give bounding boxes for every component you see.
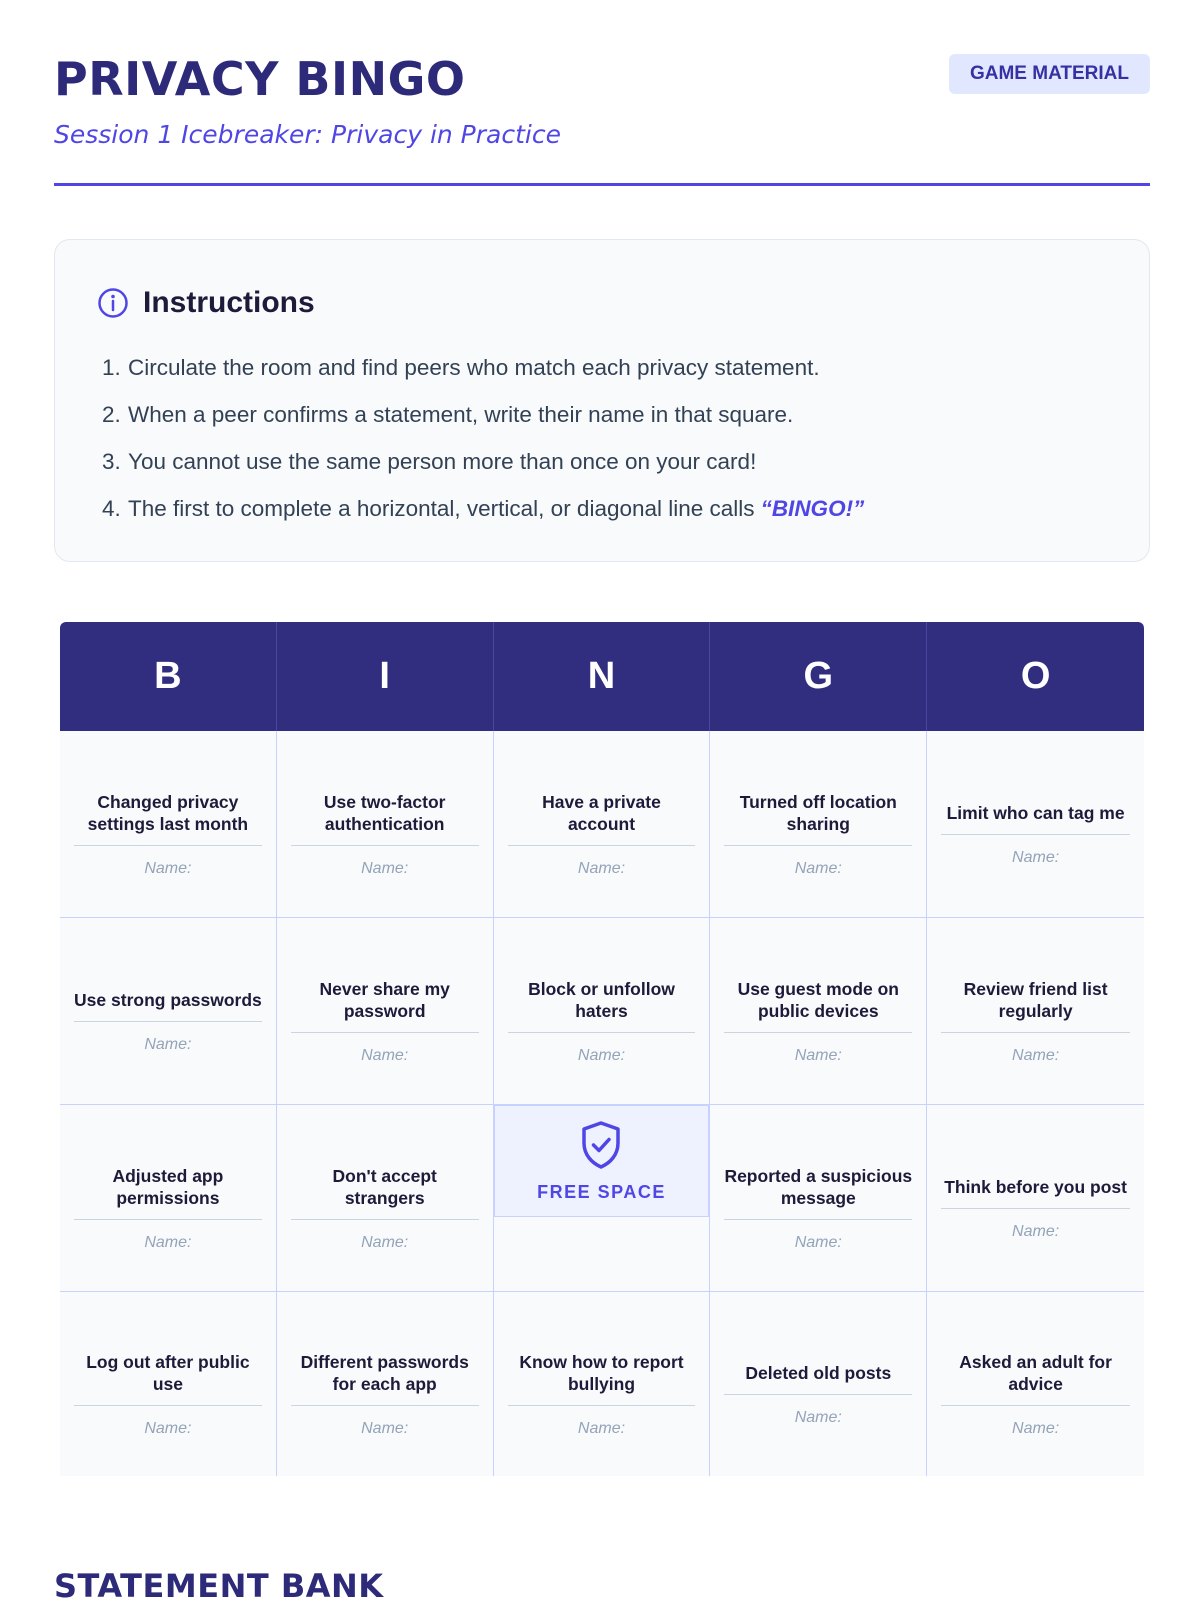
name-field[interactable]: Name: bbox=[1012, 1046, 1060, 1064]
square-statement: Know how to report bullying bbox=[508, 1352, 696, 1406]
name-field[interactable]: Name: bbox=[361, 1233, 409, 1251]
statement-bank-title: STATEMENT BANK bbox=[54, 1567, 384, 1605]
bingo-square[interactable] bbox=[927, 918, 1144, 1105]
bingo-square[interactable] bbox=[277, 1105, 494, 1292]
bingo-square[interactable] bbox=[60, 1105, 277, 1292]
page-subtitle: Session 1 Icebreaker: Privacy in Practice bbox=[54, 120, 561, 149]
step-text: You cannot use the same person more than once on your card! bbox=[128, 449, 757, 474]
name-field[interactable]: Name: bbox=[361, 1046, 409, 1064]
square-statement: Adjusted app permissions bbox=[74, 1166, 262, 1220]
square-statement: Never share my password bbox=[291, 979, 479, 1033]
bingo-card bbox=[60, 622, 1144, 1476]
square-statement: Block or unfollow haters bbox=[508, 979, 696, 1033]
name-field[interactable]: Name: bbox=[1012, 1223, 1060, 1241]
step-number: 2. bbox=[102, 402, 121, 427]
square-statement: Use strong passwords bbox=[74, 990, 262, 1022]
instructions-card bbox=[54, 239, 1150, 562]
bingo-square[interactable] bbox=[277, 918, 494, 1105]
instruction-step bbox=[102, 485, 864, 532]
bingo-square[interactable] bbox=[494, 731, 711, 918]
step-text: Circulate the room and find peers who match each privacy statement. bbox=[128, 355, 820, 380]
column-header-o: O bbox=[1020, 655, 1051, 697]
square-statement: Different passwords for each app bbox=[291, 1352, 479, 1406]
name-field[interactable]: Name: bbox=[1012, 849, 1060, 867]
square-statement: Log out after public use bbox=[74, 1352, 262, 1406]
square-statement: Think before you post bbox=[941, 1177, 1130, 1209]
name-field[interactable]: Name: bbox=[577, 1046, 626, 1064]
instruction-step bbox=[102, 344, 864, 391]
instruction-step bbox=[102, 438, 864, 485]
step-text: When a peer confirms a statement, write their name in that square. bbox=[128, 402, 794, 427]
square-statement: Use guest mode on public devices bbox=[724, 979, 912, 1033]
game-material-badge: GAME MATERIAL bbox=[949, 54, 1150, 94]
square-statement: Have a private account bbox=[508, 792, 696, 846]
name-field[interactable]: Name: bbox=[794, 1233, 842, 1251]
bingo-square[interactable] bbox=[277, 1292, 494, 1476]
instructions-header bbox=[97, 286, 315, 320]
square-statement: Reported a suspicious message bbox=[724, 1166, 912, 1220]
info-icon bbox=[97, 287, 129, 319]
bingo-callout: “BINGO!” bbox=[760, 496, 865, 521]
page bbox=[54, 0, 1150, 1605]
square-statement: Don't accept strangers bbox=[291, 1166, 479, 1220]
name-field[interactable]: Name: bbox=[144, 1036, 192, 1054]
name-field[interactable]: Name: bbox=[794, 1046, 842, 1064]
bingo-column-headers bbox=[60, 622, 1144, 731]
square-statement: Turned off location sharing bbox=[724, 792, 912, 846]
bingo-square[interactable] bbox=[927, 731, 1144, 918]
square-statement: Limit who can tag me bbox=[941, 803, 1130, 835]
instructions-list bbox=[102, 344, 864, 532]
name-field[interactable]: Name: bbox=[361, 859, 409, 877]
name-field[interactable]: Name: bbox=[1012, 1419, 1060, 1437]
column-header-i: I bbox=[277, 622, 494, 731]
bingo-square[interactable] bbox=[927, 1105, 1144, 1292]
bingo-square[interactable] bbox=[60, 731, 277, 918]
bingo-square[interactable] bbox=[60, 1292, 277, 1476]
bingo-square[interactable] bbox=[710, 918, 927, 1105]
free-space bbox=[494, 1105, 710, 1217]
bingo-square[interactable] bbox=[60, 918, 277, 1105]
step-number: 4. bbox=[102, 496, 121, 521]
name-field[interactable]: Name: bbox=[577, 1419, 626, 1437]
column-header-g: G bbox=[710, 622, 927, 731]
bingo-square[interactable] bbox=[710, 1292, 927, 1476]
bingo-square[interactable] bbox=[277, 731, 494, 918]
name-field[interactable]: Name: bbox=[577, 859, 626, 877]
bingo-square[interactable] bbox=[710, 731, 927, 918]
free-space-label: FREE SPACE bbox=[537, 1182, 666, 1202]
page-title: PRIVACY BINGO bbox=[54, 52, 466, 106]
square-statement: Use two-factor authentication bbox=[291, 792, 479, 846]
step-number: 1. bbox=[102, 355, 121, 380]
name-field[interactable]: Name: bbox=[144, 1233, 192, 1251]
name-field[interactable]: Name: bbox=[361, 1419, 409, 1437]
shield-check-icon bbox=[579, 1119, 623, 1176]
instructions-title: Instructions bbox=[143, 286, 315, 319]
bingo-square[interactable] bbox=[494, 918, 711, 1105]
free-space-cell[interactable] bbox=[494, 1105, 711, 1292]
bingo-square[interactable] bbox=[710, 1105, 927, 1292]
name-field[interactable]: Name: bbox=[794, 1409, 842, 1427]
bingo-square[interactable] bbox=[927, 1292, 1144, 1476]
square-statement: Review friend list regularly bbox=[941, 979, 1130, 1033]
square-statement: Deleted old posts bbox=[724, 1363, 912, 1395]
square-statement: Changed privacy settings last month bbox=[74, 792, 262, 846]
step-text: The first to complete a horizontal, vertical, or diagonal line calls bbox=[128, 496, 755, 521]
instruction-step bbox=[102, 391, 864, 438]
bingo-grid bbox=[60, 731, 1144, 1476]
page-header bbox=[54, 0, 1150, 186]
bingo-square[interactable] bbox=[494, 1292, 711, 1476]
name-field[interactable]: Name: bbox=[144, 1419, 192, 1437]
name-field[interactable]: Name: bbox=[144, 859, 192, 877]
column-header-b: B bbox=[60, 622, 277, 731]
square-statement: Asked an adult for advice bbox=[941, 1352, 1130, 1406]
name-field[interactable]: Name: bbox=[794, 859, 842, 877]
column-header-n: N bbox=[494, 622, 711, 731]
step-number: 3. bbox=[102, 449, 121, 474]
